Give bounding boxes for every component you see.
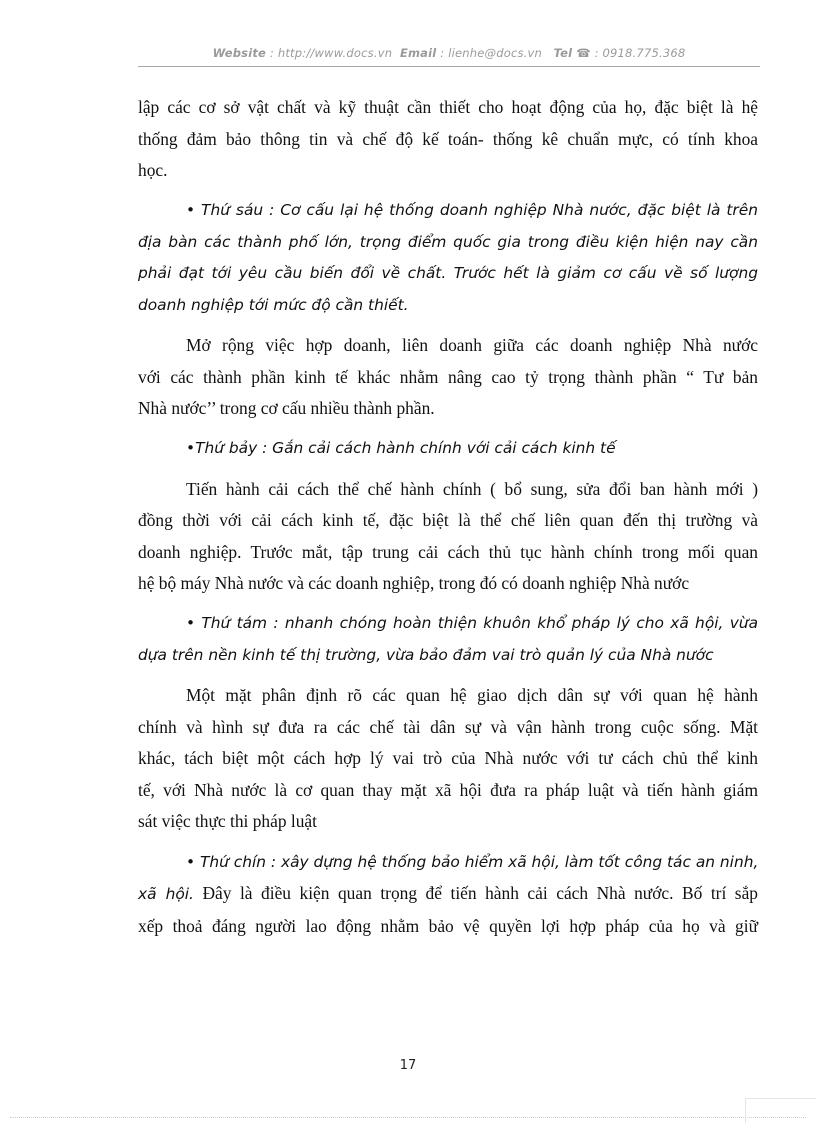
text-line: • Thứ tám : nhanh chóng hoàn thiện khuôn khổ pháp lý cho xã hội, vừa (186, 614, 758, 633)
email-label: Email (399, 46, 437, 60)
paragraph-thu-bay (138, 433, 758, 465)
text-line: Nhà nước’’ trong cơ cấu nhiều thành phần. (138, 398, 435, 419)
text-line: học. (138, 160, 168, 181)
paragraph-thu-sau (138, 195, 758, 321)
paragraph-5 (138, 474, 758, 600)
text-line: với các thành phần kinh tế khác nhằm nâng cao tỷ trọng thành phần “ Tư bản (138, 366, 758, 387)
text-line: doanh nghiệp tới mức độ cần thiết. (138, 296, 409, 315)
document-body (138, 92, 758, 951)
text-line (138, 878, 758, 911)
text-line: sát việc thực thi pháp luật (138, 811, 317, 832)
text-line: đồng thời với cải cách kinh tế, đặc biệt là thể chế liên quan đến thị trường và (138, 510, 758, 531)
text-line: hệ bộ máy Nhà nước và các doanh nghiệp, trong đó có doanh nghiệp Nhà nước (138, 573, 690, 594)
italic-fragment: xã hội. (138, 885, 194, 904)
footer-divider (10, 1117, 806, 1118)
paragraph-7 (138, 680, 758, 838)
text-line: địa bàn các thành phố lớn, trọng điểm quốc gia trong điều kiện hiện nay cần (138, 232, 758, 251)
text-line: dựa trên nền kinh tế thị trường, vừa bảo đảm vai trò quản lý của Nhà nước (138, 646, 714, 664)
text-line: khác, tách biệt một cách hợp lý vai trò của Nhà nước với tư cách chủ thể kinh (138, 748, 758, 769)
text-line: • Thứ chín : xây dựng hệ thống bảo hiểm xã hội, làm tốt công tác an ninh, (186, 852, 759, 871)
header-divider (138, 66, 760, 67)
page-header (138, 46, 760, 60)
website-value: : http://www.docs.vn (266, 46, 393, 60)
text-line: doanh nghiệp. Trước mắt, tập trung cải cách thủ tục hành chính trong mối quan (138, 541, 758, 562)
text-line: xếp thoả đáng người lao động nhằm bảo vệ quyền lợi hợp pháp của họ và giữ (138, 915, 758, 936)
text-line: thống đảm bảo thông tin và chế độ kế toán- thống kê chuẩn mực, có tính khoa (138, 128, 758, 149)
text-line: Một mặt phân định rõ các quan hệ giao dịch dân sự với quan hệ hành (186, 685, 758, 706)
email-value: : lienhe@docs.vn (436, 46, 543, 60)
page-number: 17 (399, 1058, 417, 1073)
paragraph-thu-tam (138, 608, 758, 671)
paragraph-thu-chin (138, 847, 758, 943)
text-line: • Thứ sáu : Cơ cấu lại hệ thống doanh nghiệp Nhà nước, đặc biệt là trên (186, 201, 758, 220)
text-line: •Thứ bảy : Gắn cải cách hành chính với cải cách kinh tế (186, 439, 616, 458)
text-line: chính và hình sự đưa ra các chế tài dân sự và vận hành trong cuộc sống. Mặt (138, 716, 758, 737)
text-line: Mở rộng việc hợp doanh, liên doanh giữa các doanh nghiệp Nhà nước (186, 335, 758, 356)
text-fragment: Đây là điều kiện quan trọng để tiến hành cải cách Nhà nước. Bố trí sắp (193, 883, 758, 904)
paragraph-1 (138, 92, 758, 187)
text-line: tế, với Nhà nước là cơ quan thay mặt xã hội đưa ra pháp luật và tiến hành giám (138, 779, 758, 800)
text-line: lập các cơ sở vật chất và kỹ thuật cần thiết cho hoạt động của họ, đặc biệt là hệ (138, 97, 758, 117)
tel-label: Tel (553, 46, 573, 60)
text-line: Tiến hành cải cách thể chế hành chính ( bổ sung, sửa đổi ban hành mới ) (186, 478, 758, 499)
telephone-icon: ☎ (576, 46, 591, 60)
tel-value: : 0918.775.368 (590, 46, 686, 60)
page-corner-mark (745, 1098, 816, 1123)
text-line: phải đạt tới yêu cầu biến đổi về chất. Trước hết là giảm cơ cấu về số lượng (138, 264, 758, 283)
website-label: Website (212, 46, 267, 60)
paragraph-3 (138, 330, 758, 425)
